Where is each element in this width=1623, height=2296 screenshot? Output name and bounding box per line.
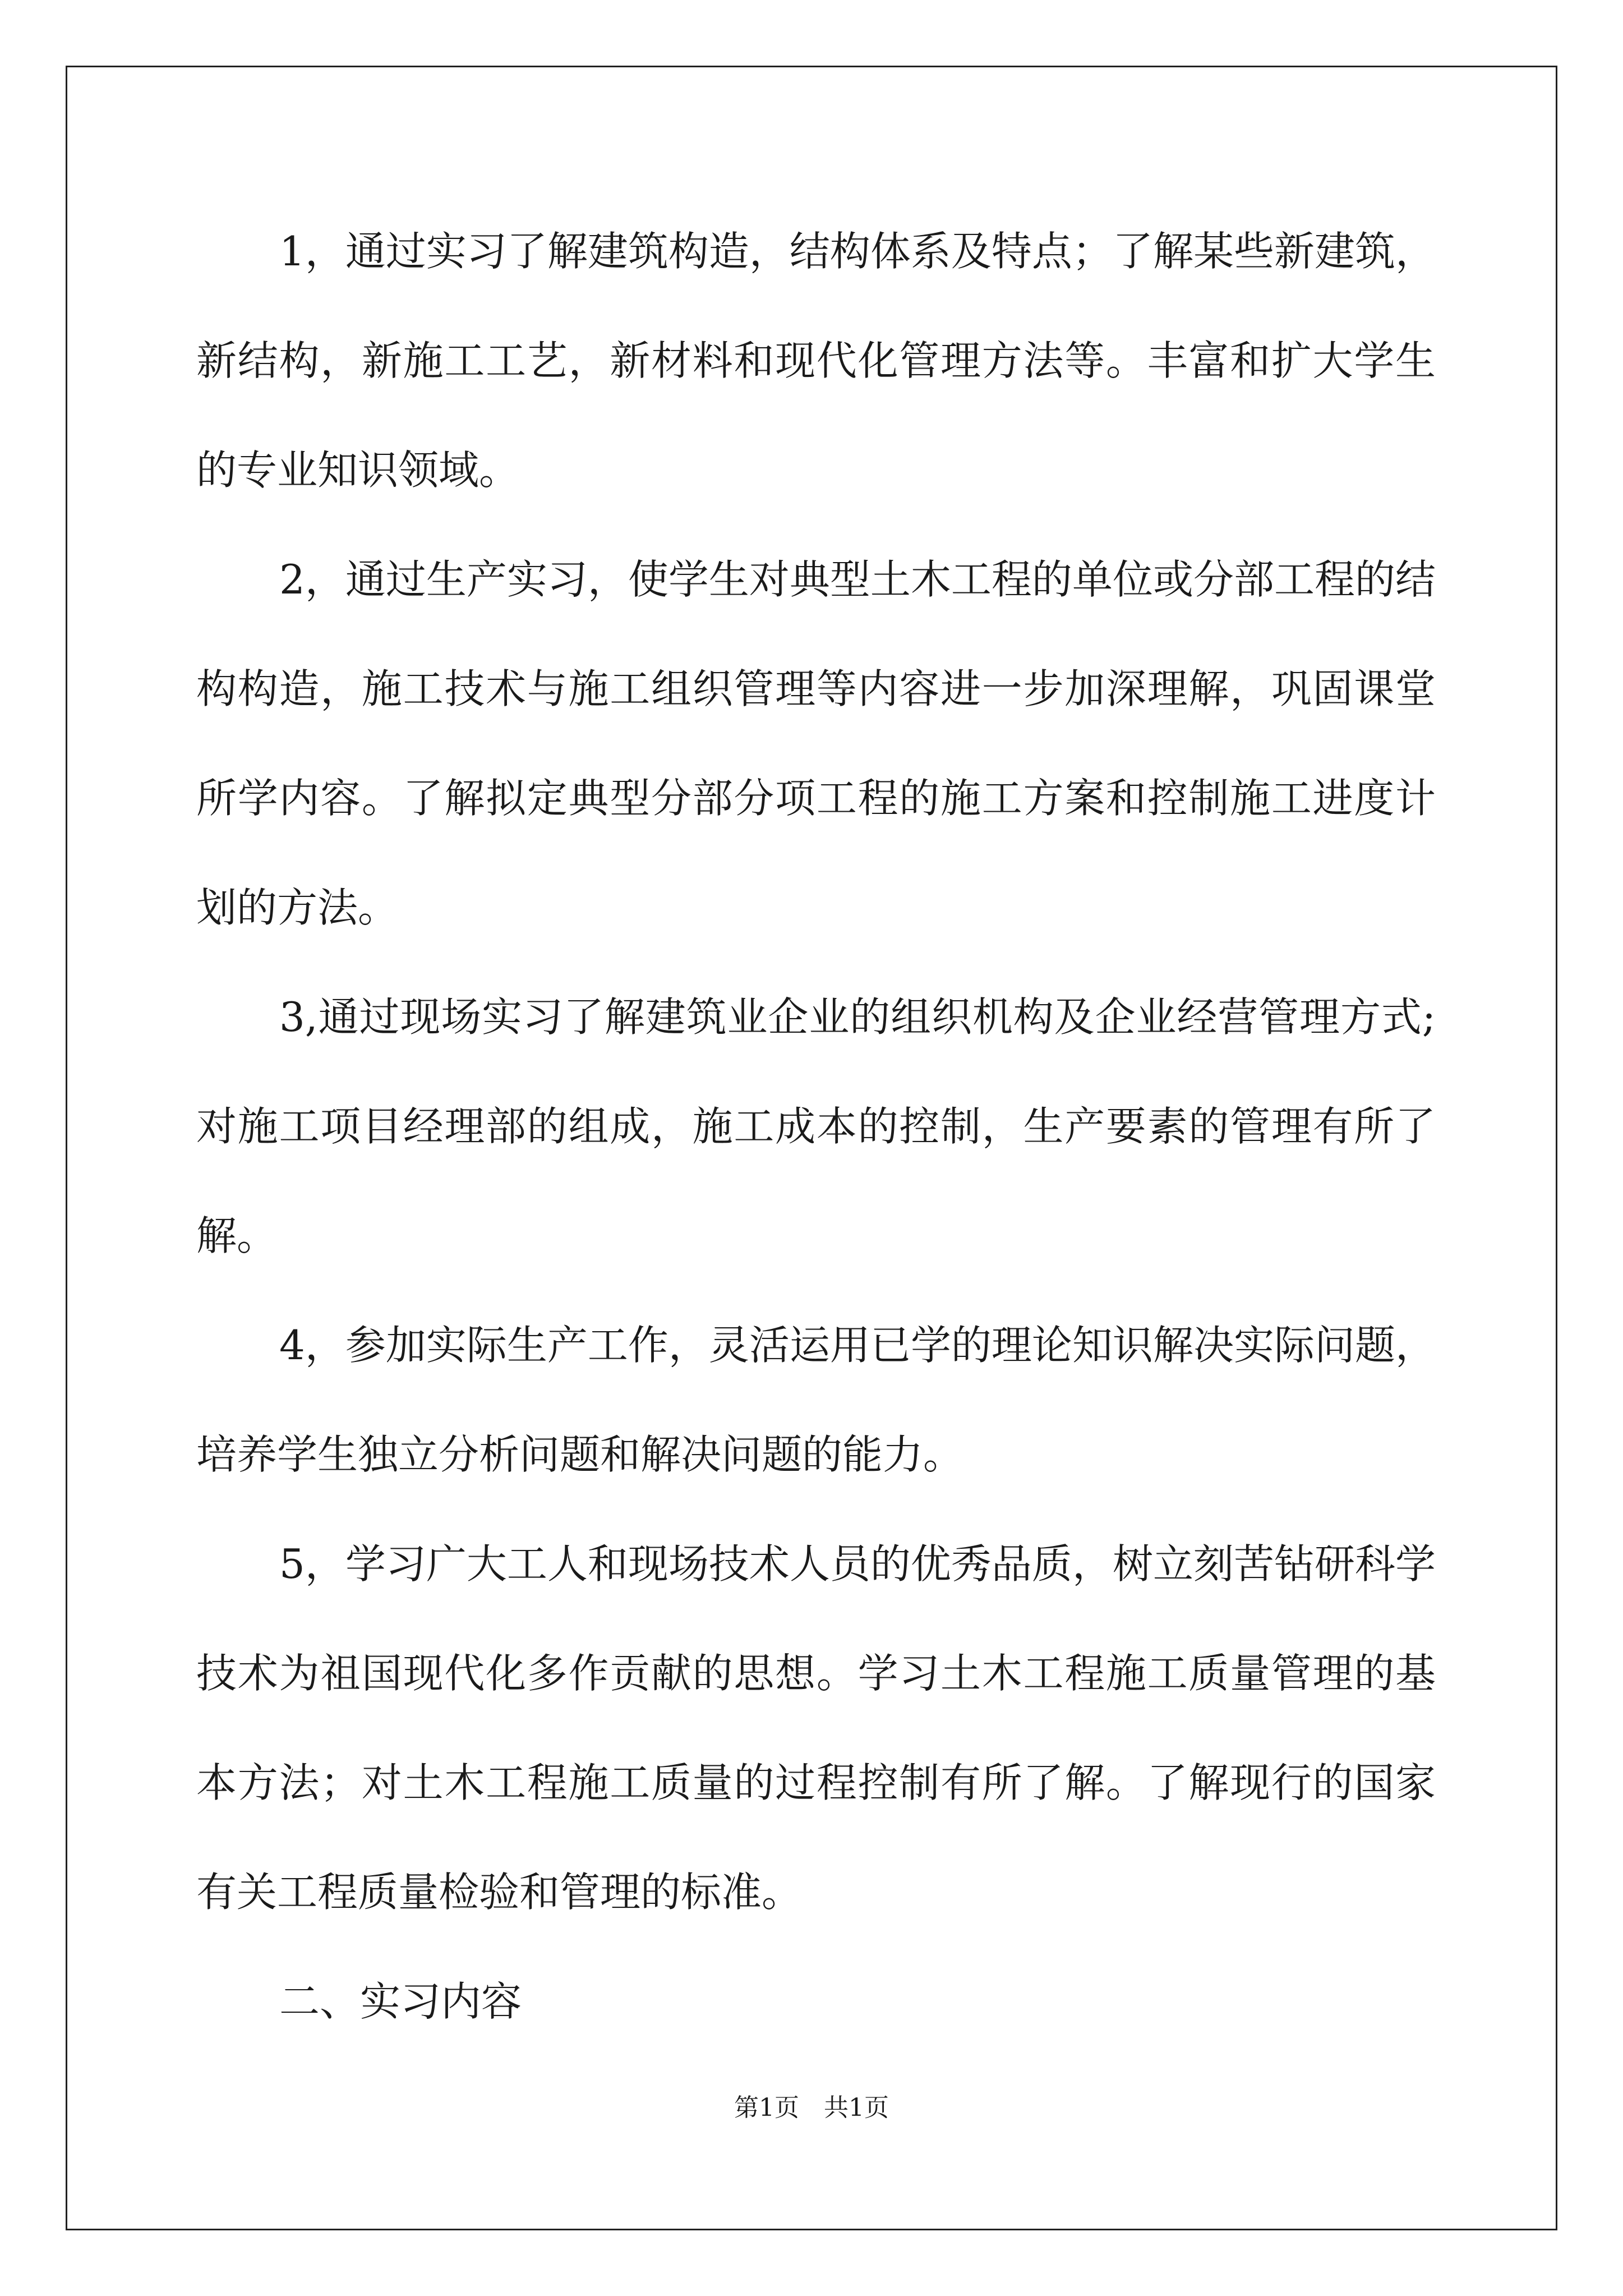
paragraph-3-line-3: 解。 [196, 1212, 278, 1259]
paragraph-2-line-3: 所学内容。了解拟定典型分部分项工程的施工方案和控制施工进度计 [196, 775, 1436, 822]
paragraph-1-line-2: 新结构，新施工工艺，新材料和现代化管理方法等。丰富和扩大学生 [196, 337, 1436, 384]
paragraph-5-line-3: 本方法；对土木工程施工质量的过程控制有所了解。了解现行的国家 [196, 1759, 1436, 1806]
paragraph-3-line-1: 3,通过现场实习了解建筑业企业的组织机构及企业经营管理方式; [279, 993, 1436, 1041]
section-heading: 二、实习内容 [279, 1978, 522, 2025]
paragraph-2-line-2: 构构造，施工技术与施工组织管理等内容进一步加深理解，巩固课堂 [196, 665, 1436, 712]
paragraph-5-line-2: 技术为祖国现代化多作贡献的思想。学习土木工程施工质量管理的基 [196, 1650, 1436, 1697]
paragraph-2-line-4: 划的方法。 [196, 884, 399, 931]
page-number-footer: 第1页 共1页 [734, 2093, 889, 2122]
paragraph-2-line-1: 2，通过生产实习，使学生对典型土木工程的单位或分部工程的结 [279, 556, 1436, 603]
paragraph-1-line-1: 1，通过实习了解建筑构造，结构体系及特点；了解某些新建筑， [279, 228, 1436, 275]
paragraph-4-line-1: 4，参加实际生产工作，灵活运用已学的理论知识解决实际问题， [279, 1322, 1436, 1369]
paragraph-5-line-4: 有关工程质量检验和管理的标准。 [196, 1869, 803, 1916]
paragraph-3-line-2: 对施工项目经理部的组成，施工成本的控制，生产要素的管理有所了 [196, 1103, 1436, 1150]
paragraph-4-line-2: 培养学生独立分析问题和解决问题的能力。 [196, 1431, 964, 1478]
paragraph-1-line-3: 的专业知识领域。 [196, 447, 520, 494]
paragraph-5-line-1: 5，学习广大工人和现场技术人员的优秀品质，树立刻苦钻研科学 [279, 1540, 1436, 1588]
